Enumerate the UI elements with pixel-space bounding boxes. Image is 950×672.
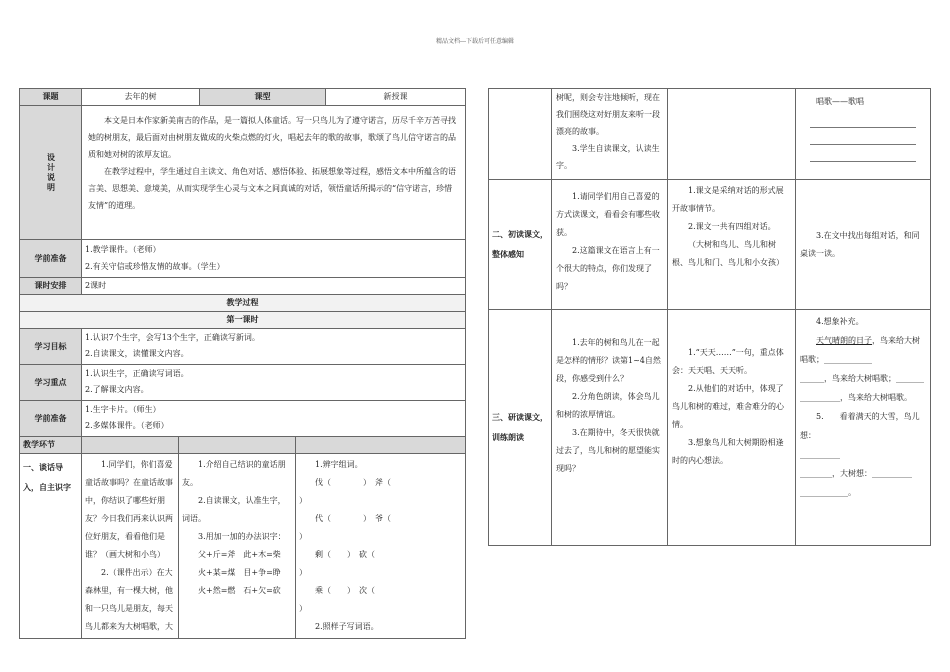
stage-3-student-1: 1.“天天……”一句，重点体会：天天唱、天天听。 — [672, 348, 784, 375]
focus-line-2: 2.了解课文内容。 — [85, 385, 149, 394]
cont-student — [668, 89, 796, 180]
stage-2-student-1: 1.课文是采纳对话的形式展开故事情节。 — [672, 186, 784, 213]
practice-c-text: ，鸟来给大树唱歌。 — [840, 393, 912, 402]
exercise-row-2: 代（ ） 爷（ — [315, 514, 391, 523]
exercise-2-title: 2.照样子写词语。 — [315, 622, 379, 631]
practice-a-underlined: 天气晴朗的日子 — [816, 336, 872, 345]
cont-practice-text: 唱歌——歌唱 — [816, 97, 864, 106]
formula-1: 父+斤=斧 此+木=柴 — [198, 550, 281, 559]
stage-1-teacher — [82, 454, 179, 639]
cont-practice — [796, 89, 931, 180]
steps-header-practice — [296, 437, 466, 454]
stage-3-practice-b: ______，鸟来给大树唱歌；_______ — [800, 374, 924, 383]
practice-6-text: ，大树想： — [832, 469, 872, 478]
design-description — [82, 106, 466, 240]
stage-3-practice-4: 4.想象补充。 — [816, 317, 864, 326]
stage-1-teacher-1: 1.同学们，你们喜爱童话故事吗？在童话故事中，你结识了哪些好朋友？今日我们再来认识两位好朋友，看看他们是谁？（画大树和小鸟） — [85, 460, 173, 559]
stage-3-student-3: 3.想象鸟儿和大树期盼相逢时的内心想法。 — [672, 438, 784, 465]
exercise-row-1: 伐（ ） 斧（ — [315, 478, 391, 487]
page-header: 精品文档---下载后可任意编辑 — [435, 38, 515, 45]
design-paragraph-2: 在教学过程中，学生通过自主读文、角色对话、感悟体验、拓展想象等过程，感悟文本中所蕴含的语言美、思想美、意境美，从而实现学生心灵与文本之间真诚的对话，领悟童话所揭示的“信守诺言，珍惜友情”的道理。 — [88, 167, 456, 210]
goals-label: 学习目标 — [20, 329, 82, 365]
practice-b-text: ，鸟来给大树唱歌； — [824, 374, 896, 383]
stage-2-student-3: （大树和鸟儿、鸟儿和树根、鸟儿和门、鸟儿和小女孩） — [672, 240, 784, 267]
formula-3: 火+然=燃 石+欠=砍 — [198, 586, 281, 595]
exercise-row-3: 剩（ ） 砍（ — [315, 550, 375, 559]
stage-3-teacher-2: 2.分角色朗读，体会鸟儿和树的浓厚情谊。 — [556, 392, 660, 419]
formula-2: 火+某=煤 目+争=睁 — [198, 568, 281, 577]
prep2-label: 学前准备 — [20, 401, 82, 437]
design-label — [20, 106, 82, 240]
topic-value: 去年的树 — [82, 89, 200, 106]
goals-line-1: 1.认识7个生字，会写13个生字，正确读写新词。 — [85, 333, 260, 342]
stage-3-practice-5-blank: __________ — [800, 450, 840, 459]
answer-line[interactable] — [810, 132, 916, 145]
cont-teacher-text: 树呢，则会专注地倾听，现在我们围绕这对好朋友来听一段漂亮的故事。 — [556, 93, 660, 136]
exercise-row-2-tail: ） — [299, 532, 307, 541]
practice-a-text: ，鸟来给大树唱歌； — [800, 336, 920, 364]
prep2-line-2: 2.多媒体课件。（老师） — [85, 421, 169, 430]
stage-2-student — [668, 180, 796, 310]
exercise-1-title: 1.辨字组词。 — [315, 460, 363, 469]
focus-label: 学习重点 — [20, 365, 82, 401]
stage-2-teacher — [552, 180, 668, 310]
goals-content — [82, 329, 466, 365]
exercise-row-4-tail: ） — [299, 604, 307, 613]
stage-1-student-3: 3.用加一加的办法识字： — [198, 532, 286, 541]
stage-3-practice-end: ____________。 — [800, 488, 856, 497]
stage-1-student — [179, 454, 296, 639]
stage-3-teacher-3: 3.在期待中，冬天很快就过去了，鸟儿和树的愿望能实现吗？ — [556, 428, 660, 473]
stage-3-student-2: 2.从他们的对话中，体现了鸟儿和树的难过，难舍难分的心情。 — [672, 384, 784, 429]
cont-stage-cell — [489, 89, 552, 180]
prep2-content — [82, 401, 466, 437]
stage-2-practice — [796, 180, 931, 310]
stage-3-teacher-1: 1.去年的树和鸟儿在一起是怎样的情形？读第1~4自然段，你感受到什么？ — [556, 338, 661, 383]
stage-1-student-1: 1.介绍自己结识的童话朋友。 — [182, 460, 286, 487]
stage-1-teacher-2: 2.（课件出示）在大森林里，有一棵大树，他和一只鸟儿是朋友，每天鸟儿都来为大树唱歌，大 — [85, 568, 173, 631]
stage-2-title: 二、初读课文，整体感知 — [489, 180, 552, 310]
stage-2-teacher-1: 1.请同学们用自己喜爱的方式读课文，看看会有哪些收获。 — [556, 192, 660, 237]
stage-3-practice-6: ________，大树想：__________ — [800, 469, 912, 478]
prep-line-1: 1.教学课件。（老师） — [85, 245, 161, 254]
stage-1-title: 一、谈话导入，自主识字 — [20, 454, 82, 639]
stage-3-practice — [796, 310, 931, 546]
exercise-row-1-tail: ） — [299, 496, 307, 505]
focus-content — [82, 365, 466, 401]
cont-teacher — [552, 89, 668, 180]
prep2-line-1: 1.生字卡片。（师生） — [85, 405, 161, 414]
stage-3-teacher — [552, 310, 668, 546]
answer-line[interactable] — [810, 149, 916, 162]
stage-1-practice — [296, 454, 466, 639]
exercise-row-3-tail: ） — [299, 568, 307, 577]
steps-header-teacher — [82, 437, 179, 454]
prep-label: 学前准备 — [20, 240, 82, 278]
stage-3-title: 三、研读课文，训练朗读 — [489, 310, 552, 546]
lesson-type-label: 课型 — [200, 89, 326, 106]
practice-end-text: 。 — [848, 488, 856, 497]
stage-3-practice-c: __________，鸟来给大树唱歌。 — [800, 393, 912, 402]
time-label: 课时安排 — [20, 278, 82, 295]
goals-line-2: 2.自读课文，读懂课文内容。 — [85, 349, 189, 358]
stage-3-student — [668, 310, 796, 546]
design-paragraph-1: 本文是日本作家新美南吉的作品，是一篇拟人体童话。写一只鸟儿为了遵守诺言，历尽千辛万苦寻找她的树朋友，最后面对由树朋友做成的火柴点燃的灯火，唱起去年的歌的故事，歌颂了鸟儿信守诺言的品质和她对树的浓厚友谊。 — [88, 116, 456, 159]
exercise-row-4: 乘（ ） 次（ — [315, 586, 375, 595]
steps-header-student — [179, 437, 296, 454]
focus-line-1: 1.认识生字，正确读写词语。 — [85, 369, 189, 378]
answer-line[interactable] — [810, 115, 916, 128]
stage-3-practice-5: 5. 看着满天的大雪，鸟儿想： — [800, 412, 920, 440]
stage-1-student-2: 2.自读课文，认准生字，词语。 — [182, 496, 286, 523]
process-title: 教学过程 — [20, 295, 466, 312]
stage-3-practice-a: 天气晴朗的日子，鸟来给大树唱歌；____________ — [800, 336, 920, 364]
stage-2-practice-text: 3.在文中找出每组对话，和同桌读一读。 — [800, 230, 920, 258]
time-value: 2课时 — [82, 278, 466, 295]
cont-teacher-3: 3.学生自读课文，认读生字。 — [556, 144, 660, 170]
design-label-text: 设计说明 — [46, 152, 56, 193]
lesson-plan-table-right — [488, 88, 931, 546]
lesson-1-title: 第一课时 — [20, 312, 466, 329]
lesson-type-value: 新授课 — [326, 89, 466, 106]
steps-label: 教学环节 — [20, 437, 82, 454]
lesson-plan-table-left — [19, 88, 466, 639]
stage-2-teacher-2: 2.这篇课文在语言上有一个很大的特点，你们发现了吗？ — [556, 246, 660, 291]
topic-label: 课题 — [20, 89, 82, 106]
prep-content — [82, 240, 466, 278]
prep-line-2: 2.有关守信或珍惜友情的故事。（学生） — [85, 262, 225, 271]
stage-2-student-2: 2.课文一共有四组对话。 — [688, 222, 776, 231]
